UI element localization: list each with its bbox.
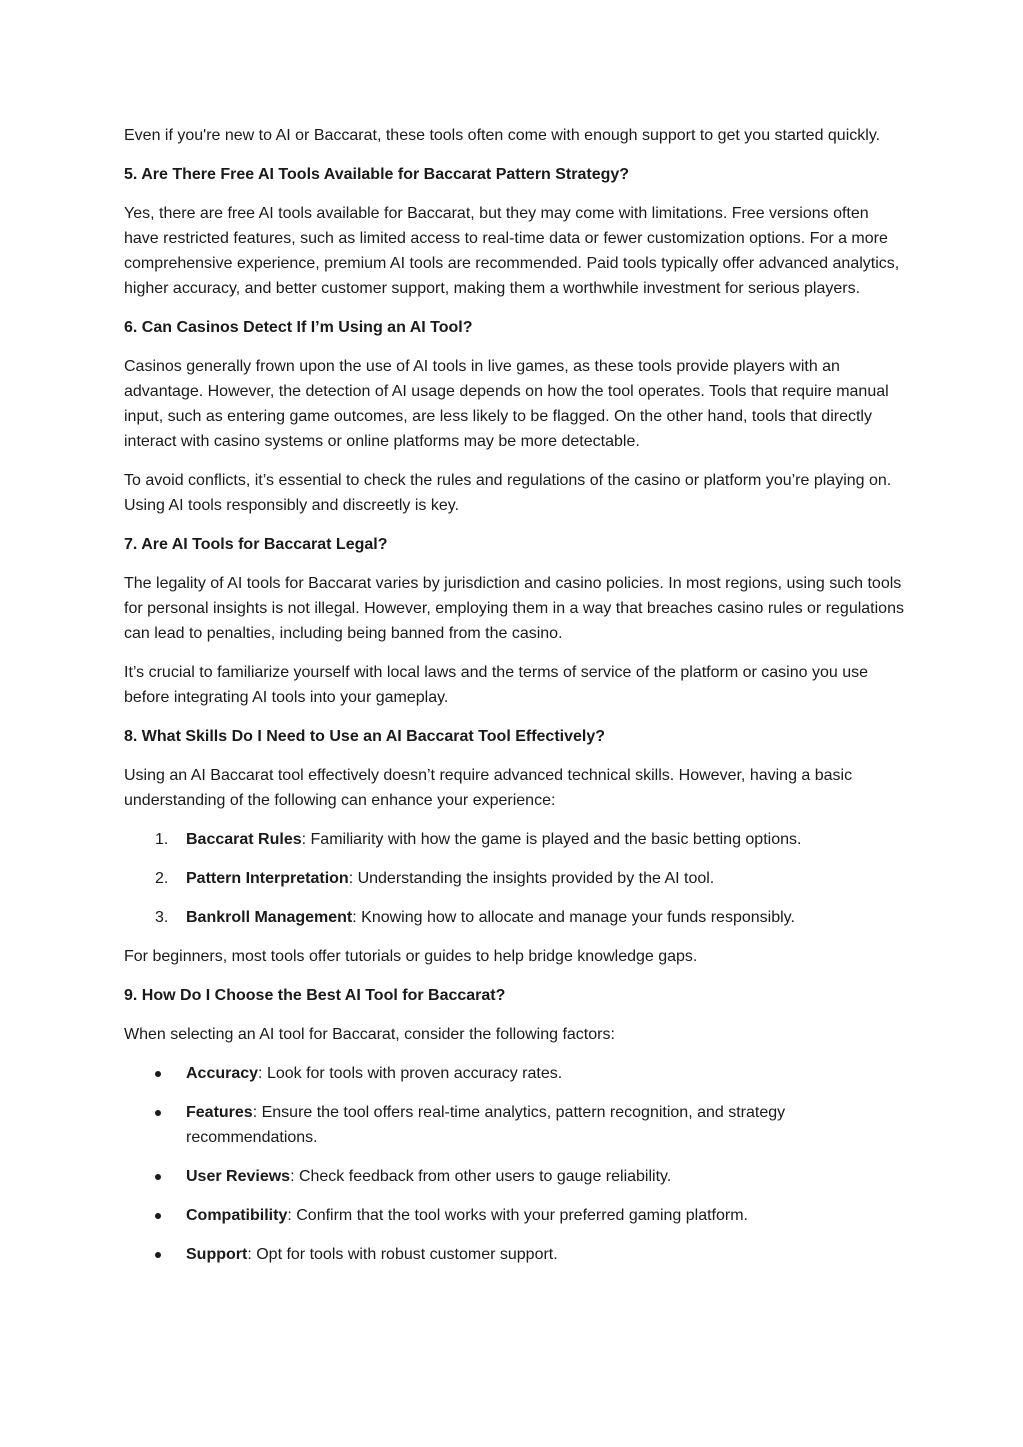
list-item-text: : Look for tools with proven accuracy rates. bbox=[258, 1065, 563, 1082]
faq-8-paragraph: Using an AI Baccarat tool effectively doesn’t require advanced technical skills. However, having a basic understanding of the following can enhance your experience: bbox=[124, 767, 853, 809]
faq-9-paragraph: When selecting an AI tool for Baccarat, consider the following factors: bbox=[124, 1026, 615, 1043]
list-item-term: Compatibility bbox=[186, 1207, 288, 1224]
list-item-term: Bankroll Management bbox=[186, 909, 353, 926]
list-item-text: : Check feedback from other users to gauge reliability. bbox=[290, 1168, 672, 1185]
list-item-term: Baccarat Rules bbox=[186, 831, 302, 848]
intro-paragraph: Even if you're new to AI or Baccarat, these tools often come with enough support to get you started quickly. bbox=[124, 127, 881, 144]
list-item-term: Features bbox=[186, 1104, 253, 1121]
list-item bbox=[124, 1242, 904, 1267]
list-item-text: : Ensure the tool offers real-time analytics, pattern recognition, and strategy recommendations. bbox=[186, 1104, 786, 1146]
list-item-text: : Opt for tools with robust customer support. bbox=[247, 1246, 558, 1263]
list-item bbox=[124, 1061, 904, 1086]
list-item bbox=[124, 1203, 904, 1228]
list-item bbox=[124, 866, 904, 891]
faq-7-paragraph-2: It’s crucial to familiarize yourself with local laws and the terms of service of the platform or casino you use before integrating AI tools into your gameplay. bbox=[124, 664, 869, 706]
list-item-text: : Confirm that the tool works with your preferred gaming platform. bbox=[287, 1207, 748, 1224]
document-page bbox=[124, 123, 904, 1281]
bullet-icon bbox=[155, 1110, 161, 1116]
list-item-term: Pattern Interpretation bbox=[186, 870, 349, 887]
faq-6-paragraph-1: Casinos generally frown upon the use of AI tools in live games, as these tools provide players with an advantage. However, the detection of AI usage depends on how the tool operates. Tools that require manual input, such as entering game outcomes, are less likely to be flagged. On the other hand, tools that directly interact with casino systems or online platforms may be more detectable. bbox=[124, 358, 889, 450]
list-item-text: : Knowing how to allocate and manage your funds responsibly. bbox=[352, 909, 795, 926]
list-number: 3. bbox=[155, 909, 169, 926]
faq-8-heading: 8. What Skills Do I Need to Use an AI Baccarat Tool Effectively? bbox=[124, 728, 606, 745]
faq-7-heading: 7. Are AI Tools for Baccarat Legal? bbox=[124, 536, 388, 553]
faq-5-paragraph: Yes, there are free AI tools available for Baccarat, but they may come with limitations. Free versions often have restricted features, such as limited access to real-time data or fewer customization options. For a more comprehensive experience, premium AI tools are recommended. Paid tools typically offer advanced analytics, higher accuracy, and better customer support, making them a worthwhile investment for serious players. bbox=[124, 205, 900, 297]
list-item-term: Support bbox=[186, 1246, 248, 1263]
bullet-icon bbox=[155, 1213, 161, 1219]
bullet-icon bbox=[155, 1071, 161, 1077]
skills-numbered-list bbox=[124, 827, 904, 930]
faq-7-paragraph-1: The legality of AI tools for Baccarat varies by jurisdiction and casino policies. In most regions, using such tools for personal insights is not illegal. However, employing them in a way that breaches casino rules or regulations can lead to penalties, including being banned from the casino. bbox=[124, 575, 904, 642]
list-item bbox=[124, 1100, 904, 1150]
list-number: 2. bbox=[155, 870, 169, 887]
list-item bbox=[124, 827, 904, 852]
faq-8-closing-paragraph: For beginners, most tools offer tutorials or guides to help bridge knowledge gaps. bbox=[124, 948, 698, 965]
list-item-term: User Reviews bbox=[186, 1168, 291, 1185]
list-item-text: : Familiarity with how the game is played and the basic betting options. bbox=[301, 831, 802, 848]
faq-6-paragraph-2: To avoid conflicts, it’s essential to check the rules and regulations of the casino or platform you’re playing on. Using AI tools responsibly and discreetly is key. bbox=[124, 472, 892, 514]
faq-9-heading: 9. How Do I Choose the Best AI Tool for Baccarat? bbox=[124, 987, 506, 1004]
list-item-text: : Understanding the insights provided by the AI tool. bbox=[348, 870, 715, 887]
list-item bbox=[124, 905, 904, 930]
list-item-term: Accuracy bbox=[186, 1065, 259, 1082]
faq-6-heading: 6. Can Casinos Detect If I’m Using an AI Tool? bbox=[124, 319, 473, 336]
list-item bbox=[124, 1164, 904, 1189]
faq-5-heading: 5. Are There Free AI Tools Available for Baccarat Pattern Strategy? bbox=[124, 166, 630, 183]
bullet-icon bbox=[155, 1174, 161, 1180]
bullet-icon bbox=[155, 1252, 161, 1258]
list-number: 1. bbox=[155, 831, 169, 848]
factors-bullet-list bbox=[124, 1061, 904, 1267]
